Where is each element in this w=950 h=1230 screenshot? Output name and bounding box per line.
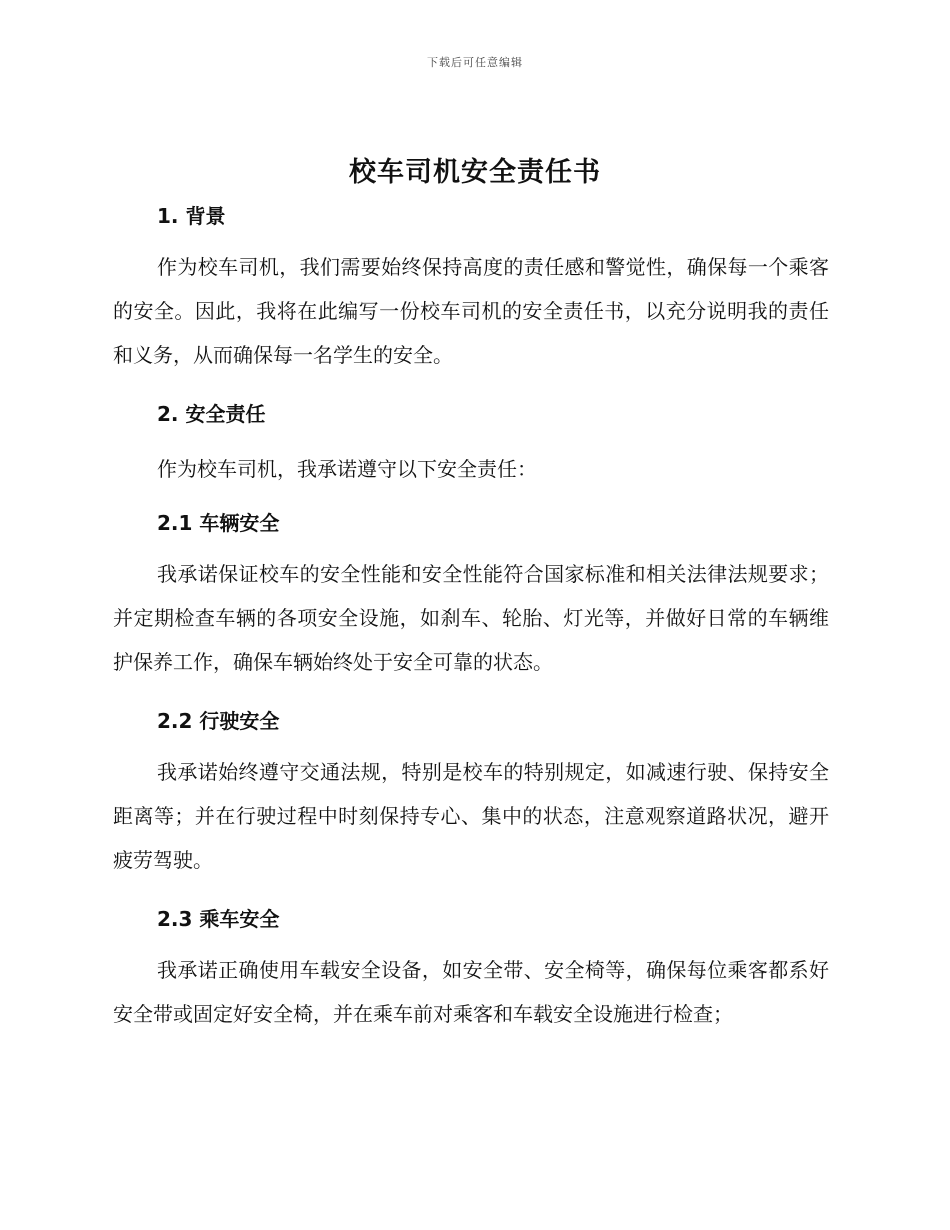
section-text-background: 作为校车司机，我们需要始终保持高度的责任感和警觉性，确保每一个乘客的安全。因此，我将在此编写一份校车司机的安全责任书，以充分说明我的责任和义务，从而确保每一名学生的安全。 (113, 255, 829, 367)
section-heading-riding-safety: 2.3 乘车安全 (157, 907, 280, 931)
section-heading-background: 1. 背景 (157, 204, 226, 228)
section-heading-safety-responsibility: 2. 安全责任 (157, 402, 266, 426)
section-text-safety-responsibility: 作为校车司机，我承诺遵守以下安全责任： (157, 457, 537, 481)
section-heading-vehicle-safety: 2.1 车辆安全 (157, 511, 280, 535)
document-title: 校车司机安全责任书 (349, 157, 601, 188)
header-note: 下载后可任意编辑 (427, 56, 523, 69)
section-text-riding-safety: 我承诺正确使用车载安全设备，如安全带、安全椅等，确保每位乘客都系好安全带或固定好安全椅，并在乘车前对乘客和车载安全设施进行检查； (113, 958, 829, 1026)
section-text-vehicle-safety: 我承诺保证校车的安全性能和安全性能符合国家标准和相关法律法规要求；并定期检查车辆的各项安全设施，如刹车、轮胎、灯光等，并做好日常的车辆维护保养工作，确保车辆始终处于安全可靠的状态。 (113, 562, 829, 674)
section-heading-driving-safety: 2.2 行驶安全 (157, 709, 280, 733)
section-text-driving-safety: 我承诺始终遵守交通法规，特别是校车的特别规定，如减速行驶、保持安全距离等；并在行驶过程中时刻保持专心、集中的状态，注意观察道路状况，避开疲劳驾驶。 (113, 760, 829, 872)
